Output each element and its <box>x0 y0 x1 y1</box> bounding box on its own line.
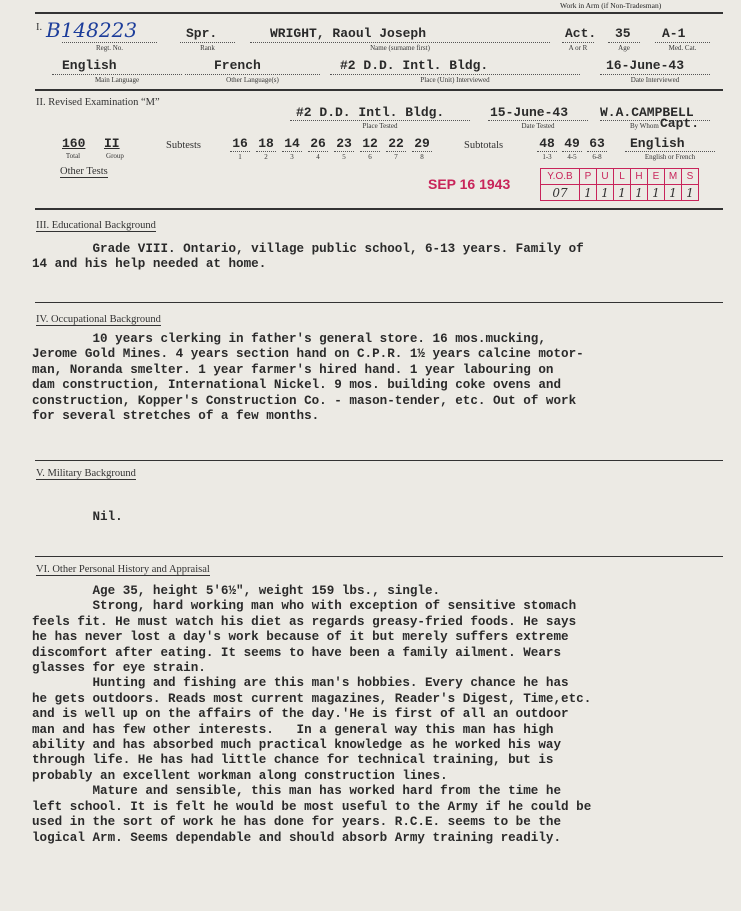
divider <box>35 12 723 14</box>
subtest-score: 18 <box>258 136 274 151</box>
other-tests-label: Other Tests <box>60 166 108 177</box>
subtest-number: 2 <box>256 151 276 161</box>
section-2-title: II. Revised Examination “M” <box>36 97 160 108</box>
age-value: 35 <box>615 26 631 41</box>
main-language-label: Main Language <box>52 74 182 84</box>
work-in-arm-label: Work in Arm (if Non-Tradesman) <box>560 1 662 10</box>
subtest-score: 29 <box>414 136 430 151</box>
subtest <box>360 136 380 161</box>
main-language-value: English <box>62 58 117 73</box>
pulhems-header: L <box>614 169 631 185</box>
pulhems-header: S <box>682 169 699 185</box>
subtotal-range: 1-3 <box>537 151 557 161</box>
pulhems-value: 1 <box>682 185 699 201</box>
date-tested-label: Date Tested <box>488 120 588 130</box>
section-5-title: V. Military Background <box>36 468 136 479</box>
divider <box>35 302 723 303</box>
a-or-r-value: Act. <box>565 26 597 41</box>
rank-value: Spr. <box>186 26 218 41</box>
personal-history-text: Age 35, height 5'6½", weight 159 lbs., single. Strong, hard working man who with exception of sensitive stomach feels fit. He must watch his diet as regards greasy-fried foods. He says he has never lost a day's work because of it but merely suffers extreme discomfort after eating. It seems to have been a family ailment. Wears glasses for eye strain. Hunting and fishing are this man's hobbies. Every chance he has he gets outdoors. Reads most current magazines, Reader's Digest, Time,etc. and is well up on the affairs of the day.'He is first of all an outdoor man and has few other interests. In a general way this man has high ability and has absorbed much practical knowledge as he worked his way through life. He has had little chance for technical training, but is probably an excellent workman along construction lines. Mature and sensible, this man has worked hard from the time he left school. It is felt he would be most useful to the Army if he could be used in the sort of work he has done for years. R.C.E. seems to be the logical Arm. Seems dependable and should absorb Army training readily. <box>32 584 592 845</box>
by-whom-value: W.A.CAMPBELL <box>600 105 694 120</box>
subtest-number: 6 <box>360 151 380 161</box>
by-whom-label: By Whom <box>600 120 710 130</box>
place-interviewed-value: #2 D.D. Intl. Bldg. <box>340 58 489 73</box>
total-label: Total <box>65 152 81 160</box>
date-stamp: SEP 16 1943 <box>428 176 511 192</box>
pulhems-value: 1 <box>665 185 682 201</box>
pulhems-value: 1 <box>614 185 631 201</box>
educational-background-text: Grade VIII. Ontario, village public school, 6-13 years. Family of 14 and his help needed at home. <box>32 242 584 272</box>
pulhems-header: P <box>580 169 597 185</box>
place-interviewed-label: Place (Unit) Interviewed <box>330 74 580 84</box>
subtest <box>256 136 276 161</box>
pulhems-header: Y.O.B <box>541 169 580 185</box>
pulhems-value: 07 <box>541 185 580 201</box>
subtotal <box>587 136 607 161</box>
subtest-number: 4 <box>308 151 328 161</box>
place-tested-label: Place Tested <box>290 120 470 130</box>
date-interviewed-value: 16-June-43 <box>606 58 685 73</box>
pulhems-value: 1 <box>631 185 648 201</box>
divider <box>35 460 723 461</box>
pulhems-value: 1 <box>597 185 614 201</box>
subtest-number: 5 <box>334 151 354 161</box>
pulhems-header: H <box>631 169 648 185</box>
military-background-text: Nil. <box>32 510 123 524</box>
subtest <box>308 136 328 161</box>
subtests-list <box>230 136 432 161</box>
regt-no-value: B148223 <box>46 18 138 42</box>
section-6-title: VI. Other Personal History and Appraisal <box>36 564 210 575</box>
divider <box>35 208 723 210</box>
other-languages-label: Other Language(s) <box>185 74 320 84</box>
subtest-number: 7 <box>386 151 406 161</box>
subtotal <box>537 136 557 161</box>
subtest-number: 3 <box>282 151 302 161</box>
rank-label: Rank <box>180 42 235 52</box>
subtotal-score: 48 <box>539 136 555 151</box>
total-value: 160 <box>62 136 86 151</box>
pulhems-header: M <box>665 169 682 185</box>
section-3-title: III. Educational Background <box>36 220 156 231</box>
subtotals-label: Subtotals <box>464 140 504 151</box>
subtest-score: 22 <box>388 136 404 151</box>
age-label: Age <box>608 42 640 52</box>
by-whom-rank: Capt. <box>660 116 700 131</box>
subtest-number: 8 <box>412 151 432 161</box>
a-or-r-label: A or R <box>562 42 594 52</box>
date-tested-value: 15-June-43 <box>490 105 569 120</box>
divider <box>35 89 723 91</box>
med-cat-value: A-1 <box>662 26 686 41</box>
subtotal <box>562 136 582 161</box>
group-label: Group <box>106 152 124 160</box>
name-label: Name (surname first) <box>250 42 550 52</box>
subtest <box>412 136 432 161</box>
subtotal-range: 6-8 <box>587 151 607 161</box>
place-tested-value: #2 D.D. Intl. Bldg. <box>296 105 445 120</box>
subtests-label: Subtests <box>166 140 202 151</box>
pulhems-header: E <box>648 169 665 185</box>
subtest-score: 14 <box>284 136 300 151</box>
subtest <box>282 136 302 161</box>
other-languages-value: French <box>214 58 261 73</box>
test-language-value: English <box>630 136 685 151</box>
subtest <box>334 136 354 161</box>
subtest <box>230 136 250 161</box>
subtest-score: 23 <box>336 136 352 151</box>
subtest-number: 1 <box>230 151 250 161</box>
pulhems-value: 1 <box>648 185 665 201</box>
pulhems-table <box>540 168 699 201</box>
date-interviewed-label: Date Interviewed <box>600 74 710 84</box>
subtotals-list <box>537 136 607 161</box>
divider <box>35 556 723 557</box>
group-value: II <box>104 136 120 151</box>
subtotal-range: 4-5 <box>562 151 582 161</box>
test-language-label: English or French <box>625 151 715 161</box>
regt-no-label: Regt. No. <box>62 42 157 52</box>
pulhems-value: 1 <box>580 185 597 201</box>
subtotal-score: 49 <box>564 136 580 151</box>
name-value: WRIGHT, Raoul Joseph <box>270 26 427 41</box>
subtest-score: 16 <box>232 136 248 151</box>
section-4-title: IV. Occupational Background <box>36 314 161 325</box>
subtest-score: 12 <box>362 136 378 151</box>
occupational-background-text: 10 years clerking in father's general store. 16 mos.mucking, Jerome Gold Mines. 4 years section hand on C.P.R. 1½ years calcine motor- man, Noranda smelter. 1 year farmer's hired hand. 1 year labouring on dam construction, International Nickel. 9 mos. building coke ovens and construction, Kopper's Construction Co. - mason-tender, etc. Out of work for several stretches of a few months. <box>32 332 584 424</box>
subtotal-score: 63 <box>589 136 605 151</box>
subtest <box>386 136 406 161</box>
pulhems-header: U <box>597 169 614 185</box>
subtest-score: 26 <box>310 136 326 151</box>
section-1-numeral: I. <box>36 22 43 33</box>
med-cat-label: Med. Cat. <box>655 42 710 52</box>
